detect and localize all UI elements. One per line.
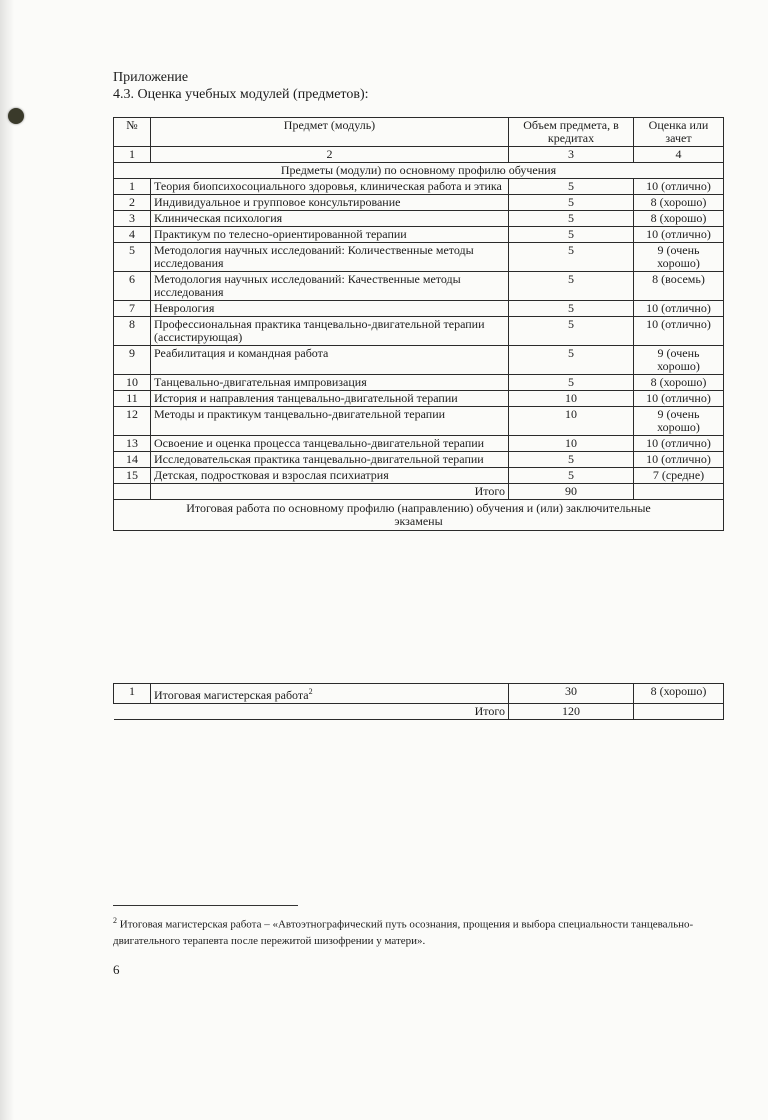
row-number: 13: [114, 436, 151, 452]
table-row: [114, 407, 724, 436]
row-subject: Практикум по телесно-ориентированной терапии: [151, 227, 509, 243]
appendix-label: Приложение: [113, 70, 189, 85]
row-number: 14: [114, 452, 151, 468]
scan-edge-shadow: [0, 0, 14, 1120]
table-row: [114, 301, 724, 317]
col-index: 1: [114, 147, 151, 163]
row-grade: 8 (хорошо): [634, 684, 724, 704]
table-row: [114, 211, 724, 227]
row-credits: 5: [509, 317, 634, 346]
table-header-row: [114, 118, 724, 147]
footnote: [113, 913, 723, 949]
row-credits: 5: [509, 272, 634, 301]
row-number: 3: [114, 211, 151, 227]
row-credits: 5: [509, 301, 634, 317]
col-index: 3: [509, 147, 634, 163]
total-label: Итого: [151, 484, 509, 500]
final-work-table: [113, 683, 724, 720]
row-credits: 10: [509, 391, 634, 407]
footnote-text: Итоговая магистерская работа – «Автоэтнографический путь осознания, прощения и выбора специальности танцевально-двигательного терапевта после пережитой шизофрении у матери».: [113, 918, 694, 947]
row-subject: Неврология: [151, 301, 509, 317]
final-section-title: Итоговая работа по основному профилю (направлению) обучения и (или) заключительные экзамены: [114, 500, 724, 531]
table-row: [114, 391, 724, 407]
row-grade: 10 (отлично): [634, 317, 724, 346]
row-subject: Методы и практикум танцевально-двигательной терапии: [151, 407, 509, 436]
row-subject: Реабилитация и командная работа: [151, 346, 509, 375]
table-row: [114, 272, 724, 301]
table-row: [114, 179, 724, 195]
col-header-credits: Объем предмета, в кредитах: [509, 118, 634, 147]
total-row: [114, 484, 724, 500]
grand-total-row: [114, 704, 724, 720]
col-header-subject: Предмет (модуль): [151, 118, 509, 147]
row-credits: 5: [509, 468, 634, 484]
table-row: [114, 346, 724, 375]
empty-cell: [634, 704, 724, 720]
hole-punch-mark: [8, 108, 24, 124]
row-subject: Методология научных исследований: Качественные методы исследования: [151, 272, 509, 301]
table-row: [114, 317, 724, 346]
table-row: [114, 436, 724, 452]
footnote-ref: 2: [308, 687, 313, 696]
row-credits: 5: [509, 179, 634, 195]
row-number: 15: [114, 468, 151, 484]
row-number: 11: [114, 391, 151, 407]
group-title: Предметы (модули) по основному профилю обучения: [114, 163, 724, 179]
total-value: 90: [509, 484, 634, 500]
row-subject: Детская, подростковая и взрослая психиатрия: [151, 468, 509, 484]
row-grade: 9 (очень хорошо): [634, 243, 724, 272]
row-grade: 9 (очень хорошо): [634, 346, 724, 375]
row-subject: [151, 684, 509, 704]
row-subject: Исследовательская практика танцевально-двигательной терапии: [151, 452, 509, 468]
row-grade: 8 (хорошо): [634, 211, 724, 227]
row-grade: 10 (отлично): [634, 301, 724, 317]
final-work-row: [114, 684, 724, 704]
page-number: 6: [113, 962, 120, 977]
row-grade: 8 (хорошо): [634, 375, 724, 391]
row-grade: 10 (отлично): [634, 227, 724, 243]
table-row: [114, 227, 724, 243]
row-grade: 10 (отлично): [634, 452, 724, 468]
row-subject: Освоение и оценка процесса танцевально-двигательной терапии: [151, 436, 509, 452]
row-credits: 10: [509, 407, 634, 436]
row-credits: 5: [509, 227, 634, 243]
column-number-row: [114, 147, 724, 163]
row-subject: История и направления танцевально-двигательной терапии: [151, 391, 509, 407]
row-number: 5: [114, 243, 151, 272]
row-credits: 10: [509, 436, 634, 452]
row-grade: 10 (отлично): [634, 179, 724, 195]
row-grade: 7 (средне): [634, 468, 724, 484]
row-number: 4: [114, 227, 151, 243]
table-row: [114, 452, 724, 468]
table-row: [114, 468, 724, 484]
table-row: [114, 243, 724, 272]
row-number: 1: [114, 179, 151, 195]
row-subject: Танцевально-двигательная импровизация: [151, 375, 509, 391]
row-grade: 8 (восемь): [634, 272, 724, 301]
row-credits: 5: [509, 211, 634, 227]
row-credits: 5: [509, 346, 634, 375]
footnote-separator: [113, 905, 298, 906]
row-subject: Профессиональная практика танцевально-двигательной терапии (ассистирующая): [151, 317, 509, 346]
col-index: 2: [151, 147, 509, 163]
col-header-grade: Оценка или зачет: [634, 118, 724, 147]
row-number: 12: [114, 407, 151, 436]
row-number: 6: [114, 272, 151, 301]
grand-total-label: Итого: [114, 704, 509, 720]
row-subject: Клиническая психология: [151, 211, 509, 227]
row-subject: Теория биопсихосоциального здоровья, клиническая работа и этика: [151, 179, 509, 195]
row-number: 10: [114, 375, 151, 391]
row-credits: 5: [509, 243, 634, 272]
table-row: [114, 195, 724, 211]
final-work-title: Итоговая магистерская работа: [154, 688, 309, 702]
table-row: [114, 375, 724, 391]
row-credits: 30: [509, 684, 634, 704]
row-grade: 10 (отлично): [634, 436, 724, 452]
final-section-row: [114, 500, 724, 531]
row-number: 8: [114, 317, 151, 346]
grades-table: [113, 117, 724, 531]
row-subject: Методология научных исследований: Количественные методы исследования: [151, 243, 509, 272]
grand-total-value: 120: [509, 704, 634, 720]
section-title: 4.3. Оценка учебных модулей (предметов):: [113, 87, 369, 102]
footnote-mark: 2: [113, 916, 117, 925]
col-index: 4: [634, 147, 724, 163]
empty-cell: [634, 484, 724, 500]
row-number: 1: [114, 684, 151, 704]
row-number: 2: [114, 195, 151, 211]
group-title-row: [114, 163, 724, 179]
row-credits: 5: [509, 375, 634, 391]
row-credits: 5: [509, 452, 634, 468]
row-grade: 8 (хорошо): [634, 195, 724, 211]
row-number: 9: [114, 346, 151, 375]
row-credits: 5: [509, 195, 634, 211]
empty-cell: [114, 484, 151, 500]
row-number: 7: [114, 301, 151, 317]
col-header-number: №: [114, 118, 151, 147]
row-subject: Индивидуальное и групповое консультирование: [151, 195, 509, 211]
row-grade: 9 (очень хорошо): [634, 407, 724, 436]
row-grade: 10 (отлично): [634, 391, 724, 407]
